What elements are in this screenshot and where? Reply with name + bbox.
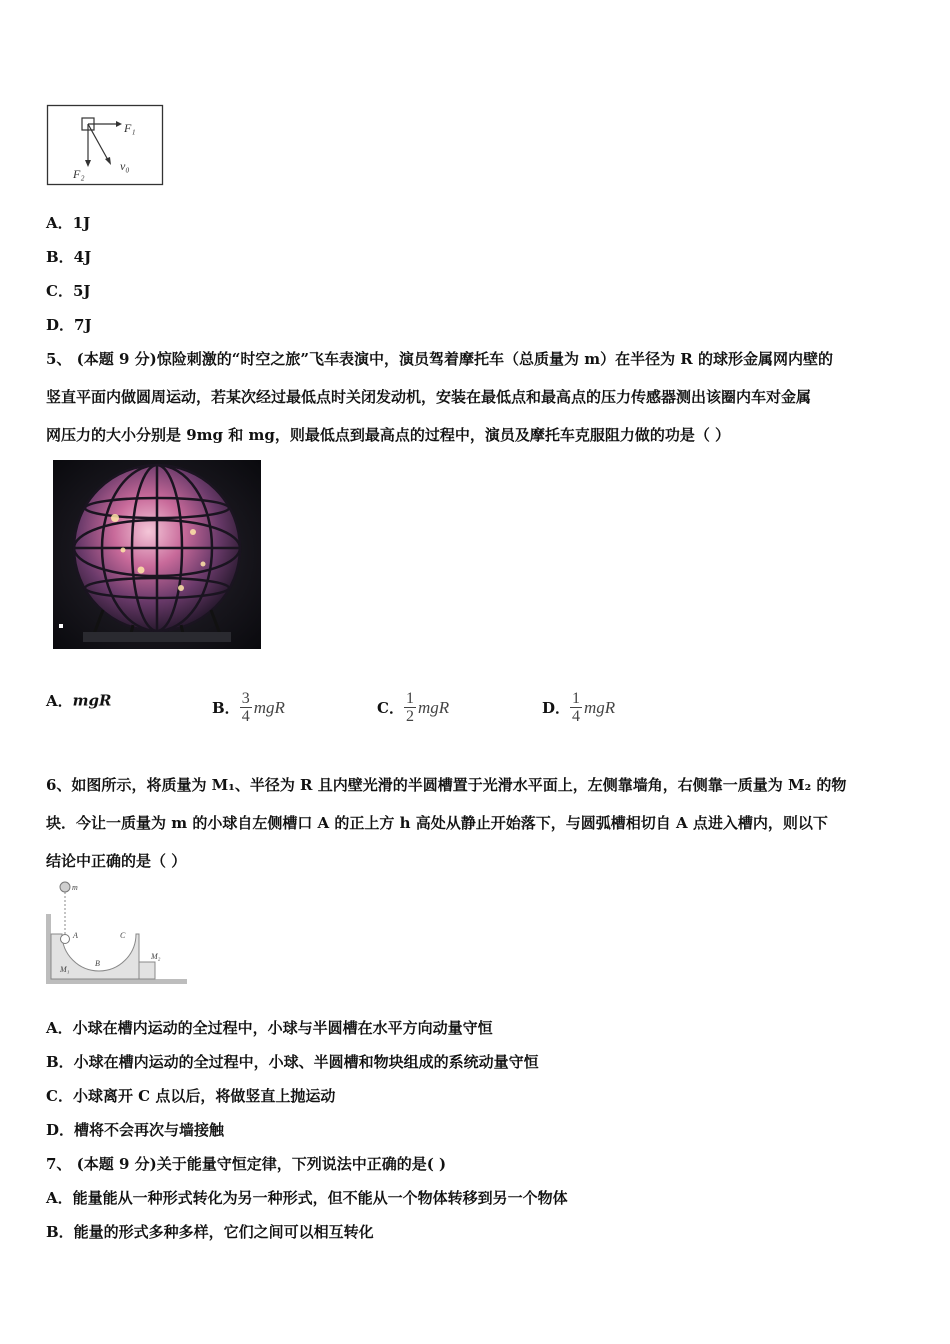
q4-option-b: B．4J xyxy=(46,248,92,266)
wall xyxy=(46,914,51,984)
label-m2: M₂ xyxy=(151,952,161,961)
q5-option-c-fraction: $\frac{1}{2}$ xyxy=(405,690,414,725)
q5-stem-line3: 网压力的大小分别是 9mg 和 mg，则最低点到最高点的过程中，演员及摩托车克服阻力做的功是（ ） xyxy=(46,426,731,444)
q7-option-a: A．能量能从一种形式转化为另一种形式，但不能从一个物体转移到另一个物体 xyxy=(46,1189,568,1207)
q5-option-a-value: mgR xyxy=(72,691,112,710)
q5-option-d xyxy=(542,690,615,725)
label-c: C xyxy=(120,931,126,940)
block-m2 xyxy=(139,962,155,979)
q5-option-d-label: D． xyxy=(542,699,571,717)
force-diagram xyxy=(46,104,166,188)
label-m: m xyxy=(72,883,78,892)
q6-option-c: C．小球离开 C 点以后，将做竖直上抛运动 xyxy=(46,1087,336,1105)
q5-stem-line2: 竖直平面内做圆周运动，若某次经过最低点时关闭发动机，安装在最低点和最高点的压力传感器测出该圈内车对金属 xyxy=(46,388,812,406)
q6-option-b: B．小球在槽内运动的全过程中，小球、半圆槽和物块组成的系统动量守恒 xyxy=(46,1053,539,1071)
q5-option-d-expr: mgR xyxy=(584,697,616,717)
q5-option-b-expr: mgR xyxy=(253,697,285,717)
q6-option-a: A．小球在槽内运动的全过程中，小球与半圆槽在水平方向动量守恒 xyxy=(46,1019,493,1037)
q4-option-a: A．1J xyxy=(46,214,91,232)
q6-option-d: D．槽将不会再次与墙接触 xyxy=(46,1121,225,1139)
f2-label: F₂ xyxy=(73,167,85,181)
q5-option-c xyxy=(377,690,449,725)
v0-arrow xyxy=(88,124,108,160)
q5-option-b xyxy=(212,690,285,725)
q6-stem-line2: 块．今让一质量为 m 的小球自左侧槽口 A 的正上方 h 高处从静止开始落下，与圆弧槽相切自 A 点进入槽内，则以下 xyxy=(46,814,828,832)
q6-stem-line1: 6、如图所示，将质量为 M₁、半径为 R 且内壁光滑的半圆槽置于光滑水平面上，左侧靠墙角，右侧靠一质量为 M₂ 的物 xyxy=(46,776,847,794)
v0-label: v₀ xyxy=(120,159,130,173)
q7-stem: 7、 (本题 9 分)关于能量守恒定律，下列说法中正确的是( ) xyxy=(46,1155,447,1173)
q5-option-a xyxy=(46,690,111,711)
f1-label: F₁ xyxy=(124,121,136,135)
q4-option-c: C．5J xyxy=(46,282,91,300)
q5-option-a-label: A． xyxy=(46,692,73,710)
q4-option-d: D．7J xyxy=(46,316,92,334)
q7-option-b: B．能量的形式多种多样，它们之间可以相互转化 xyxy=(46,1223,374,1241)
q5-option-c-expr: mgR xyxy=(417,697,450,717)
q5-option-b-fraction: $\frac{3}{4}$ xyxy=(241,690,250,725)
label-b: B xyxy=(95,959,100,968)
half-pipe-diagram xyxy=(44,878,189,986)
ball xyxy=(60,882,70,892)
floor xyxy=(46,979,187,984)
label-m1: M₁ xyxy=(60,965,70,974)
q5-option-d-fraction: $\frac{1}{4}$ xyxy=(572,690,581,725)
diagram-frame xyxy=(48,106,163,185)
q5-stem-line1: 5、 (本题 9 分)惊险刺激的“时空之旅”飞车表演中，演员驾着摩托车（总质量为 m）在半径为 R 的球形金属网内壁的 xyxy=(46,350,833,368)
q5-option-b-label: B． xyxy=(212,699,240,717)
globe-of-death-photo xyxy=(53,460,261,649)
ball-at-a xyxy=(61,935,70,944)
q5-option-c-label: C． xyxy=(377,699,404,717)
q6-stem-line3: 结论中正确的是（ ） xyxy=(46,852,187,870)
label-a: A xyxy=(73,931,78,940)
